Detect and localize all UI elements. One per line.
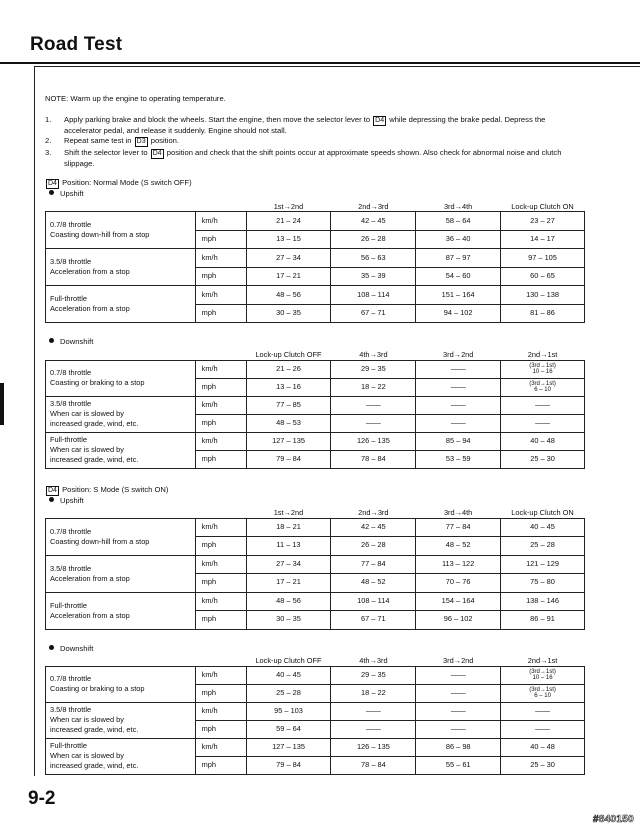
speed-cell: 40 – 45 bbox=[246, 666, 331, 684]
unit-cell: mph bbox=[195, 267, 246, 286]
column-header: Lock-up Clutch ON bbox=[511, 507, 574, 517]
condition-cell bbox=[46, 592, 196, 629]
speed-cell: 151 – 164 bbox=[416, 286, 501, 305]
column-header: 4th→3rd bbox=[359, 349, 388, 359]
condition-line: 3.5/8 throttle bbox=[50, 563, 92, 573]
speed-cell: —— bbox=[501, 702, 585, 720]
speed-value: (3rd→1st) 6 – 10 bbox=[529, 686, 556, 700]
speed-cell: 40 – 45 bbox=[501, 518, 585, 537]
unit-cell: km/h bbox=[195, 396, 246, 414]
speed-cell: 86 – 91 bbox=[501, 611, 585, 630]
column-header: 3rd→2nd bbox=[443, 655, 474, 665]
condition-line: increased grade, wind, etc. bbox=[50, 455, 139, 465]
condition-line: increased grade, wind, etc. bbox=[50, 419, 139, 429]
table-row bbox=[46, 555, 585, 574]
section-1 bbox=[45, 178, 585, 484]
column-header: 3rd→2nd bbox=[443, 349, 474, 359]
speed-cell: 154 – 164 bbox=[416, 592, 501, 611]
section-2 bbox=[45, 485, 585, 775]
unit-cell: mph bbox=[195, 720, 246, 738]
speed-cell: 25 – 28 bbox=[246, 684, 331, 702]
upshift-table bbox=[45, 506, 585, 630]
speed-cell: 17 – 21 bbox=[246, 574, 331, 593]
speed-cell: 94 – 102 bbox=[416, 304, 501, 323]
speed-cell: 87 – 97 bbox=[416, 249, 501, 268]
unit-cell: km/h bbox=[195, 286, 246, 305]
condition-cell bbox=[46, 432, 196, 468]
downshift-label: Downshift bbox=[60, 337, 94, 347]
column-header: 2nd→1st bbox=[527, 655, 558, 665]
speed-cell: 77 – 84 bbox=[331, 555, 416, 574]
step-number: 3. bbox=[45, 148, 52, 158]
speed-cell: —— bbox=[416, 702, 501, 720]
step-text: position. bbox=[148, 136, 180, 146]
condition-line: Full-throttle bbox=[50, 435, 87, 445]
step-text: Repeat same test in bbox=[64, 136, 134, 146]
condition-line: Coasting down-hill from a stop bbox=[50, 230, 150, 240]
speed-cell: 48 – 52 bbox=[331, 574, 416, 593]
unit-cell: mph bbox=[195, 414, 246, 432]
speed-cell: —— bbox=[331, 414, 416, 432]
condition-line: Acceleration from a stop bbox=[50, 573, 130, 583]
condition-line: 3.5/8 throttle bbox=[50, 257, 92, 267]
column-header: Lock-up Clutch ON bbox=[511, 201, 574, 211]
upshift-heading bbox=[49, 189, 585, 198]
table-row bbox=[46, 360, 585, 378]
condition-line: 0.7/8 throttle bbox=[50, 368, 92, 378]
unit-cell: km/h bbox=[195, 518, 246, 537]
position-box: D4 bbox=[48, 180, 57, 188]
title-rule bbox=[0, 62, 640, 64]
speed-cell: —— bbox=[331, 720, 416, 738]
speed-cell: 55 – 61 bbox=[416, 756, 501, 774]
position-box: D4 bbox=[375, 117, 385, 125]
header-blank bbox=[195, 199, 246, 212]
speed-cell: 29 – 35 bbox=[331, 360, 416, 378]
header-blank bbox=[195, 506, 246, 519]
speed-cell: 108 – 114 bbox=[331, 286, 416, 305]
speed-cell: 27 – 34 bbox=[246, 555, 331, 574]
condition-line: Coasting down-hill from a stop bbox=[50, 536, 150, 546]
unit-cell: km/h bbox=[195, 249, 246, 268]
unit-cell: mph bbox=[195, 230, 246, 249]
downshift-heading bbox=[49, 644, 585, 653]
step-3 bbox=[45, 148, 585, 168]
downshift-table bbox=[45, 654, 585, 775]
step-2 bbox=[45, 136, 585, 147]
document-body bbox=[45, 94, 585, 775]
speed-cell: 40 – 48 bbox=[501, 432, 585, 450]
speed-cell: 58 – 64 bbox=[416, 212, 501, 231]
step-number: 1. bbox=[45, 115, 52, 125]
speed-cell: 86 – 98 bbox=[416, 738, 501, 756]
header-blank bbox=[195, 654, 246, 667]
shift-speed-sections bbox=[45, 178, 585, 774]
speed-cell: —— bbox=[501, 720, 585, 738]
column-header: 3rd→4th bbox=[443, 201, 473, 211]
speed-cell: 127 – 135 bbox=[246, 738, 331, 756]
speed-cell: 54 – 60 bbox=[416, 267, 501, 286]
section-heading-text: Position: Normal Mode (S switch OFF) bbox=[59, 178, 192, 188]
condition-line: Coasting or braking to a stop bbox=[50, 684, 145, 694]
condition-line: When car is slowed by bbox=[50, 409, 124, 419]
unit-cell: mph bbox=[195, 537, 246, 556]
speed-cell: 13 – 15 bbox=[246, 230, 331, 249]
speed-cell: 59 – 64 bbox=[246, 720, 331, 738]
condition-cell bbox=[46, 518, 196, 555]
unit-cell: mph bbox=[195, 450, 246, 468]
speed-value: (3rd→1st) 10 – 16 bbox=[529, 362, 556, 376]
speed-cell bbox=[501, 666, 585, 684]
header-blank bbox=[46, 199, 196, 212]
column-header: 3rd→4th bbox=[443, 507, 473, 517]
speed-cell bbox=[501, 378, 585, 396]
speed-cell: —— bbox=[416, 378, 501, 396]
speed-cell: 48 – 56 bbox=[246, 592, 331, 611]
spacer bbox=[45, 469, 585, 485]
speed-cell: 67 – 71 bbox=[331, 611, 416, 630]
speed-cell: 77 – 85 bbox=[246, 396, 331, 414]
speed-cell: 30 – 35 bbox=[246, 611, 331, 630]
speed-cell: 85 – 94 bbox=[416, 432, 501, 450]
spacer bbox=[45, 630, 585, 644]
upshift-heading bbox=[49, 496, 585, 505]
bullet-icon bbox=[49, 497, 54, 502]
speed-cell: 23 – 27 bbox=[501, 212, 585, 231]
speed-value: (3rd→1st) 6 – 10 bbox=[529, 380, 556, 394]
condition-cell bbox=[46, 738, 196, 774]
unit-cell: km/h bbox=[195, 666, 246, 684]
speed-cell: 25 – 30 bbox=[501, 756, 585, 774]
speed-cell: —— bbox=[416, 414, 501, 432]
speed-cell: 121 – 129 bbox=[501, 555, 585, 574]
speed-cell: 126 – 135 bbox=[331, 432, 416, 450]
speed-cell: 70 – 76 bbox=[416, 574, 501, 593]
condition-line: Full-throttle bbox=[50, 294, 87, 304]
speed-cell: 113 – 122 bbox=[416, 555, 501, 574]
condition-line: Full-throttle bbox=[50, 600, 87, 610]
condition-line: Acceleration from a stop bbox=[50, 267, 130, 277]
table-row bbox=[46, 432, 585, 450]
speed-cell: 48 – 53 bbox=[246, 414, 331, 432]
speed-cell: 18 – 22 bbox=[331, 378, 416, 396]
unit-cell: km/h bbox=[195, 592, 246, 611]
condition-cell bbox=[46, 286, 196, 323]
condition-line: Full-throttle bbox=[50, 741, 87, 751]
unit-cell: mph bbox=[195, 304, 246, 323]
step-text: while depressing the brake pedal. Depress the accelerator pedal, and release it suddenly. Engine should not stall. bbox=[64, 115, 546, 136]
bullet-icon bbox=[49, 190, 54, 195]
column-header: 4th→3rd bbox=[359, 655, 388, 665]
speed-cell: 79 – 84 bbox=[246, 756, 331, 774]
speed-cell: 48 – 52 bbox=[416, 537, 501, 556]
condition-line: 0.7/8 throttle bbox=[50, 674, 92, 684]
section-heading-text: Position: S Mode (S switch ON) bbox=[59, 484, 169, 494]
column-header: 2nd→1st bbox=[527, 349, 558, 359]
condition-line: When car is slowed by bbox=[50, 445, 124, 455]
speed-cell: 25 – 28 bbox=[501, 537, 585, 556]
column-header: 2nd→3rd bbox=[358, 507, 389, 517]
table-row bbox=[46, 396, 585, 414]
header-blank bbox=[46, 348, 196, 361]
speed-cell: 95 – 103 bbox=[246, 702, 331, 720]
condition-line: 0.7/8 throttle bbox=[50, 220, 92, 230]
page-number: 9-2 bbox=[28, 788, 56, 809]
speed-cell: 130 – 138 bbox=[501, 286, 585, 305]
speed-cell: 75 – 80 bbox=[501, 574, 585, 593]
step-text: Shift the selector lever to bbox=[64, 148, 150, 158]
speed-cell: —— bbox=[331, 702, 416, 720]
speed-cell: 26 – 28 bbox=[331, 230, 416, 249]
speed-cell: 48 – 56 bbox=[246, 286, 331, 305]
unit-cell: km/h bbox=[195, 738, 246, 756]
position-box: D4 bbox=[152, 150, 162, 158]
header-blank bbox=[46, 654, 196, 667]
column-header: Lock-up Clutch OFF bbox=[255, 655, 322, 665]
speed-cell: —— bbox=[331, 396, 416, 414]
table-row bbox=[46, 518, 585, 537]
speed-cell bbox=[501, 360, 585, 378]
unit-cell: km/h bbox=[195, 212, 246, 231]
speed-cell: 138 – 146 bbox=[501, 592, 585, 611]
condition-line: When car is slowed by bbox=[50, 751, 124, 761]
speed-cell: 78 – 84 bbox=[331, 756, 416, 774]
speed-cell: 81 – 86 bbox=[501, 304, 585, 323]
unit-cell: km/h bbox=[195, 432, 246, 450]
speed-cell: 97 – 105 bbox=[501, 249, 585, 268]
step-1 bbox=[45, 115, 585, 135]
column-header: Lock-up Clutch OFF bbox=[255, 349, 322, 359]
condition-line: increased grade, wind, etc. bbox=[50, 761, 139, 771]
margin-bar bbox=[0, 383, 4, 425]
downshift-heading bbox=[49, 337, 585, 346]
speed-cell: 79 – 84 bbox=[246, 450, 331, 468]
header-blank bbox=[46, 506, 196, 519]
table-row bbox=[46, 702, 585, 720]
speed-cell: 36 – 40 bbox=[416, 230, 501, 249]
step-number: 2. bbox=[45, 136, 52, 146]
speed-cell: 42 – 45 bbox=[331, 212, 416, 231]
speed-cell: 127 – 135 bbox=[246, 432, 331, 450]
speed-cell: 18 – 21 bbox=[246, 518, 331, 537]
condition-cell bbox=[46, 212, 196, 249]
speed-cell: —— bbox=[416, 720, 501, 738]
condition-cell bbox=[46, 396, 196, 432]
speed-cell: 17 – 21 bbox=[246, 267, 331, 286]
speed-cell: 21 – 26 bbox=[246, 360, 331, 378]
speed-cell: 14 – 17 bbox=[501, 230, 585, 249]
condition-line: When car is slowed by bbox=[50, 715, 124, 725]
unit-cell: mph bbox=[195, 756, 246, 774]
column-header: 2nd→3rd bbox=[358, 201, 389, 211]
unit-cell: km/h bbox=[195, 555, 246, 574]
downshift-table bbox=[45, 348, 585, 469]
header-blank bbox=[195, 348, 246, 361]
table-row bbox=[46, 666, 585, 684]
table-row bbox=[46, 212, 585, 231]
condition-cell bbox=[46, 555, 196, 592]
speed-cell bbox=[501, 684, 585, 702]
note: NOTE: Warm up the engine to operating temperature. bbox=[45, 94, 226, 103]
speed-cell: 27 – 34 bbox=[246, 249, 331, 268]
speed-cell: 126 – 135 bbox=[331, 738, 416, 756]
spacer bbox=[45, 323, 585, 337]
condition-line: 3.5/8 throttle bbox=[50, 705, 92, 715]
speed-cell: —— bbox=[416, 684, 501, 702]
condition-line: Acceleration from a stop bbox=[50, 304, 130, 314]
condition-line: 0.7/8 throttle bbox=[50, 526, 92, 536]
condition-cell bbox=[46, 249, 196, 286]
condition-cell bbox=[46, 666, 196, 702]
step-text: position and check that the shift points occur at approximate speeds shown. Also check for abnormal noise and clutch slippage. bbox=[64, 148, 562, 169]
section-heading bbox=[45, 485, 585, 496]
speed-cell: 60 – 65 bbox=[501, 267, 585, 286]
instruction-steps bbox=[45, 115, 585, 168]
unit-cell: mph bbox=[195, 574, 246, 593]
condition-cell bbox=[46, 702, 196, 738]
condition-line: 3.5/8 throttle bbox=[50, 399, 92, 409]
bullet-icon bbox=[49, 338, 54, 343]
speed-cell: 96 – 102 bbox=[416, 611, 501, 630]
column-header: 1st→2nd bbox=[273, 507, 304, 517]
upshift-label: Upshift bbox=[60, 189, 84, 199]
unit-cell: mph bbox=[195, 378, 246, 396]
upshift-label: Upshift bbox=[60, 495, 84, 505]
speed-cell: —— bbox=[501, 414, 585, 432]
bullet-icon bbox=[49, 645, 54, 650]
downshift-label: Downshift bbox=[60, 643, 94, 653]
reference-code: #840150 bbox=[592, 814, 634, 825]
table-row bbox=[46, 286, 585, 305]
speed-cell: 30 – 35 bbox=[246, 304, 331, 323]
speed-cell: —— bbox=[501, 396, 585, 414]
condition-cell bbox=[46, 360, 196, 396]
unit-cell: km/h bbox=[195, 702, 246, 720]
speed-cell: 21 – 24 bbox=[246, 212, 331, 231]
speed-cell: —— bbox=[416, 396, 501, 414]
position-box: D4 bbox=[48, 486, 57, 494]
speed-cell: 78 – 84 bbox=[331, 450, 416, 468]
speed-cell: 42 – 45 bbox=[331, 518, 416, 537]
upshift-table bbox=[45, 199, 585, 323]
speed-cell: 26 – 28 bbox=[331, 537, 416, 556]
unit-cell: mph bbox=[195, 684, 246, 702]
speed-cell: 40 – 48 bbox=[501, 738, 585, 756]
speed-cell: 35 – 39 bbox=[331, 267, 416, 286]
condition-line: Acceleration from a stop bbox=[50, 610, 130, 620]
speed-cell: —— bbox=[416, 666, 501, 684]
speed-cell: 77 – 84 bbox=[416, 518, 501, 537]
table-row bbox=[46, 738, 585, 756]
speed-cell: 11 – 13 bbox=[246, 537, 331, 556]
table-row bbox=[46, 592, 585, 611]
speed-cell: 13 – 16 bbox=[246, 378, 331, 396]
position-box: D3 bbox=[136, 138, 146, 146]
condition-line: increased grade, wind, etc. bbox=[50, 725, 139, 735]
condition-line: Coasting or braking to a stop bbox=[50, 378, 145, 388]
speed-cell: 18 – 22 bbox=[331, 684, 416, 702]
speed-cell: 29 – 35 bbox=[331, 666, 416, 684]
speed-cell: 108 – 114 bbox=[331, 592, 416, 611]
unit-cell: mph bbox=[195, 611, 246, 630]
speed-cell: 53 – 59 bbox=[416, 450, 501, 468]
speed-cell: 25 – 30 bbox=[501, 450, 585, 468]
speed-cell: 67 – 71 bbox=[331, 304, 416, 323]
section-heading bbox=[45, 178, 585, 189]
step-text: Apply parking brake and block the wheels. Start the engine, then move the selector lever to bbox=[64, 115, 373, 125]
table-row bbox=[46, 249, 585, 268]
unit-cell: km/h bbox=[195, 360, 246, 378]
page-title: Road Test bbox=[30, 34, 123, 55]
column-header: 1st→2nd bbox=[273, 201, 304, 211]
speed-value: (3rd→1st) 10 – 16 bbox=[529, 668, 556, 682]
speed-cell: —— bbox=[416, 360, 501, 378]
speed-cell: 56 – 63 bbox=[331, 249, 416, 268]
